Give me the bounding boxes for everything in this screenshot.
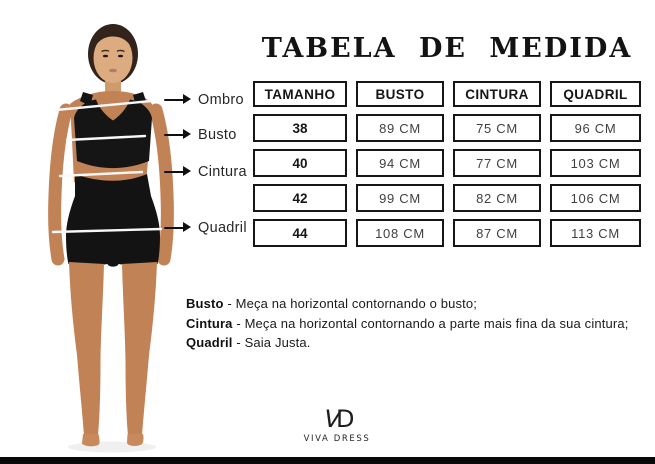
size-cell: 40 xyxy=(253,149,347,177)
quadril-cell: 113 CM xyxy=(550,219,641,247)
column-header-busto: BUSTO xyxy=(356,81,444,107)
measurement-notes xyxy=(186,297,629,356)
size-cell: 38 xyxy=(253,114,347,142)
column-header-tamanho: TAMANHO xyxy=(253,81,347,107)
note-term: Quadril xyxy=(186,335,233,350)
brand-logo xyxy=(287,405,387,444)
cintura-cell: 77 CM xyxy=(453,149,541,177)
arrow-right-icon xyxy=(164,127,191,143)
measurement-label-ombro: Ombro xyxy=(198,92,244,108)
note-text: - Meça na horizontal contornando a parte mais fina da sua cintura; xyxy=(232,315,629,331)
column-header-quadril: QUADRIL xyxy=(550,81,641,107)
pointer-ombro xyxy=(164,92,244,108)
shorts xyxy=(66,174,160,268)
monogram-d: D xyxy=(335,405,351,433)
brand-name: VIVA DRESS xyxy=(303,434,371,444)
size-cell: 42 xyxy=(253,184,347,212)
floor-shadow xyxy=(68,442,156,453)
pointer-busto xyxy=(164,127,237,143)
arrow-right-icon xyxy=(164,92,191,108)
cintura-cell: 75 CM xyxy=(453,114,541,142)
size-cell: 44 xyxy=(253,219,347,247)
right-leg xyxy=(122,262,157,435)
note-cintura xyxy=(186,317,629,330)
page-title: TABELA DE MEDIDA xyxy=(261,33,633,64)
note-quadril xyxy=(186,336,629,349)
note-busto xyxy=(186,297,629,310)
note-text: - Meça na horizontal contornando o busto; xyxy=(223,296,478,311)
measurement-label-cintura: Cintura xyxy=(198,164,247,180)
note-term: Busto xyxy=(186,296,224,311)
right-foot xyxy=(127,434,144,446)
busto-cell: 99 CM xyxy=(356,184,444,212)
busto-cell: 89 CM xyxy=(356,114,444,142)
cintura-cell: 82 CM xyxy=(453,184,541,212)
measurement-label-quadril: Quadril xyxy=(198,220,247,236)
pointer-cintura xyxy=(164,164,247,180)
left-foot xyxy=(82,434,100,446)
left-arm xyxy=(55,110,66,259)
pointer-quadril xyxy=(164,220,247,236)
busto-cell: 94 CM xyxy=(356,149,444,177)
arrow-right-icon xyxy=(164,164,191,180)
arrow-right-icon xyxy=(164,220,191,236)
brand-monogram xyxy=(287,405,387,433)
note-term: Cintura xyxy=(186,315,233,331)
busto-cell: 108 CM xyxy=(356,219,444,247)
quadril-cell: 96 CM xyxy=(550,114,641,142)
quadril-cell: 106 CM xyxy=(550,184,641,212)
bottom-bar xyxy=(0,457,655,464)
note-text: - Saia Justa. xyxy=(232,335,311,350)
quadril-cell: 103 CM xyxy=(550,149,641,177)
measurement-label-busto: Busto xyxy=(198,127,237,143)
column-header-cintura: CINTURA xyxy=(453,81,541,107)
cintura-cell: 87 CM xyxy=(453,219,541,247)
left-leg xyxy=(69,262,104,435)
monogram-v: V xyxy=(320,405,340,433)
size-table xyxy=(253,81,641,247)
